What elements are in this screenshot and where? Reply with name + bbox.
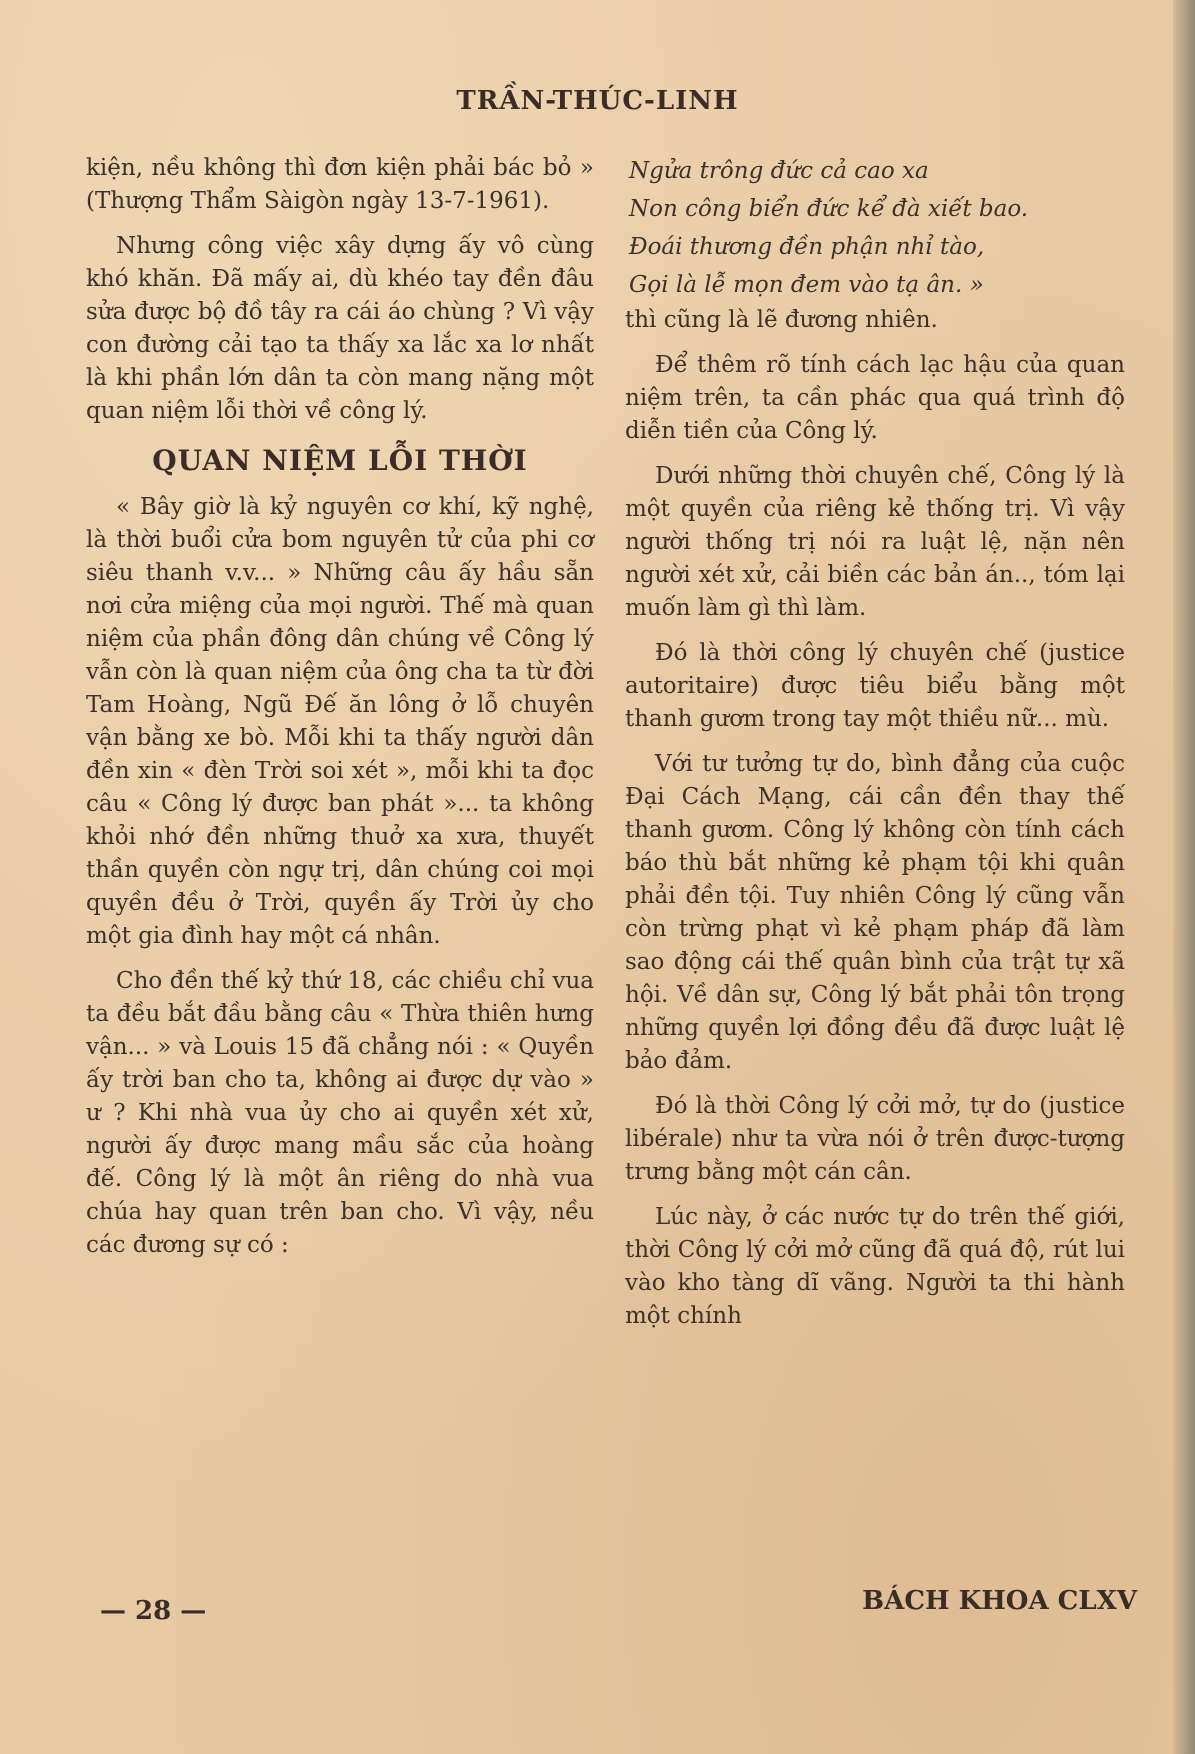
- right-paragraph-6: Đó là thời Công lý cởi mở, tự do (justice libérale) như ta vừa nói ở trên được-tượng trưng bằng một cán cân.: [625, 1093, 1125, 1185]
- left-paragraph-1: kiện, nều không thì đơn kiện phải bác bỏ » (Thượng Thẩm Sàigòn ngày 13-7-1961).: [86, 155, 594, 214]
- right-column: [625, 152, 1125, 1345]
- verse-line: Đoái thương đền phận nhỉ tào,: [629, 234, 985, 260]
- left-paragraph-3: « Bây giờ là kỷ nguyên cơ khí, kỹ nghệ, là thời buổi cửa bom nguyên tử của phi cơ siêu thanh v.v... » Những câu ấy hầu sẵn nơi cửa miệng của mọi người. Thế mà quan niệm của phần đông dân chúng về Công lý vẫn còn là quan niệm của ông cha ta từ đời Tam Hoàng, Ngũ Đế ăn lông ở lỗ chuyên vận bằng xe bò. Mỗi khi ta thấy người dân đền xin « đèn Trời soi xét », mỗi khi ta đọc câu « Công lý được ban phát »... ta không khỏi nhớ đền những thuở xa xưa, thuyết thần quyền còn ngự trị, dân chúng coi mọi quyền đều ở Trời, quyền ấy Trời ủy cho một gia đình hay một cá nhân.: [86, 494, 594, 949]
- right-paragraph-7: Lúc này, ở các nước tự do trên thế giới, thời Công lý cởi mở cũng đã quá độ, rút lui vào kho tàng dĩ vãng. Người ta thi hành một chính: [625, 1204, 1125, 1329]
- running-header: TRẦN-THÚC-LINH: [456, 86, 739, 116]
- right-paragraph-4: Đó là thời công lý chuyên chế (justice autoritaire) được tiêu biểu bằng một thanh gươm trong tay một thiều nữ... mù.: [625, 640, 1125, 732]
- verse-quote: [629, 152, 1125, 304]
- right-paragraph-5: Với tư tưởng tự do, bình đẳng của cuộc Đại Cách Mạng, cái cần đền thay thế thanh gươm. Công lý không còn tính cách báo thù bắt những kẻ phạm tội khi quân phải đền tội. Tuy nhiên Công lý cũng vẫn còn trừng phạt vì kẻ phạm pháp đã làm sao động cái thế quân bình của trật tự xã hội. Về dân sự, Công lý bắt phải tôn trọng những quyền lợi đồng đều đã được luật lệ bảo đảm.: [625, 751, 1125, 1074]
- verse-line: Ngửa trông đức cả cao xa: [629, 158, 929, 184]
- left-column: [86, 152, 594, 1274]
- page-edge-shadow: [1173, 0, 1195, 1754]
- section-heading: QUAN NIỆM LỖI THỜI: [152, 444, 528, 477]
- left-paragraph-2: Nhưng công việc xây dựng ấy vô cùng khó khăn. Đã mấy ai, dù khéo tay đền đâu sửa được bộ đồ tây ra cái áo chùng ? Vì vậy con đường cải tạo ta thấy xa lắc xa lơ nhất là khi phần lớn dân ta còn mang nặng một quan niệm lỗi thời về công lý.: [86, 233, 594, 424]
- right-paragraph-1: thì cũng là lẽ đương nhiên.: [625, 307, 938, 333]
- left-paragraph-4: Cho đền thế kỷ thứ 18, các chiều chỉ vua ta đều bắt đầu bằng câu « Thừa thiên hưng vận... » và Louis 15 đã chẳng nói : « Quyền ấy trời ban cho ta, không ai được dự vào » ư ? Khi nhà vua ủy cho ai quyền xét xử, người ấy được mang mầu sắc của hoàng đế. Công lý là một ân riêng do nhà vua chúa hay quan trên ban cho. Vì vậy, nều các đương sự có :: [86, 968, 594, 1258]
- right-paragraph-3: Dưới những thời chuyên chế, Công lý là một quyền của riêng kẻ thống trị. Vì vậy người thống trị nói ra luật lệ, nặn nên người xét xử, cải biền các bản án.., tóm lại muốn làm gì thì làm.: [625, 463, 1125, 621]
- verse-line: Non công biển đức kể đà xiết bao.: [629, 196, 1029, 222]
- verse-line: Gọi là lễ mọn đem vào tạ ân. »: [629, 272, 984, 298]
- right-paragraph-2: Để thêm rõ tính cách lạc hậu của quan niệm trên, ta cần phác qua quá trình độ diễn tiền của Công lý.: [625, 352, 1125, 444]
- magazine-footer: BÁCH KHOA CLXV: [862, 1586, 1137, 1616]
- page-number: — 28 —: [100, 1596, 207, 1626]
